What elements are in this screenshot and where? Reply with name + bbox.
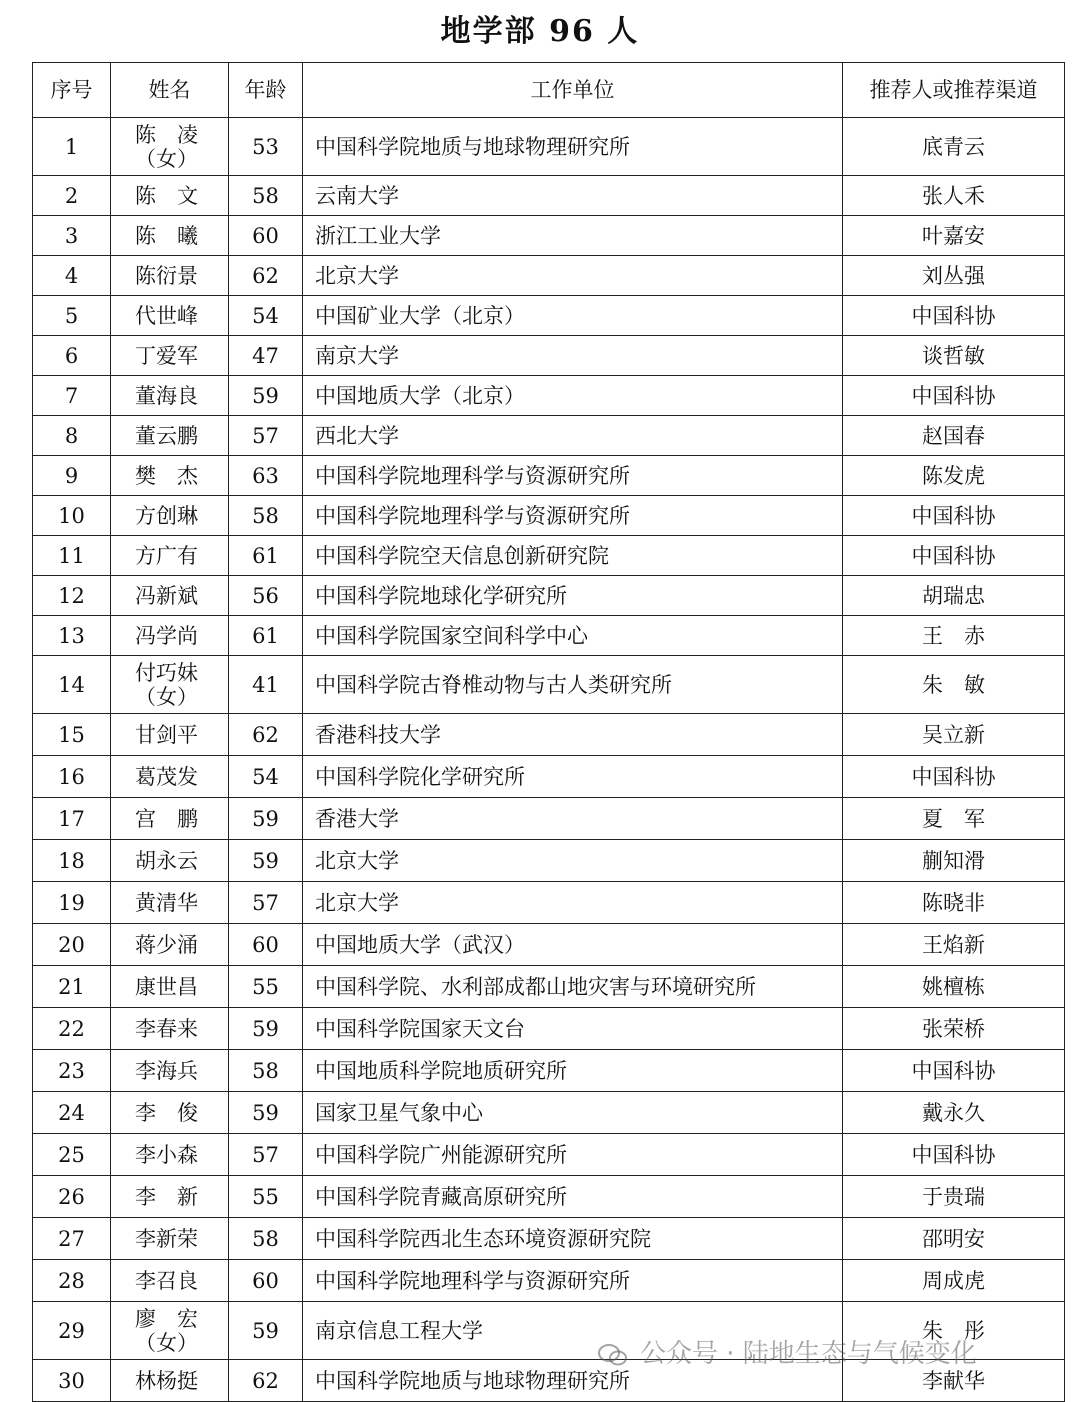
name-text: 冯学尚 xyxy=(135,623,198,648)
name-gender-note: （女） xyxy=(135,1330,198,1355)
cell-recommender: 朱 彤 xyxy=(843,1302,1065,1360)
cell-recommender: 王 赤 xyxy=(843,616,1065,656)
cell-org: 中国科学院古脊椎动物与古人类研究所 xyxy=(303,656,843,714)
table-row xyxy=(33,456,1065,496)
name-text: 廖 宏 xyxy=(135,1306,198,1331)
cell-age: 55 xyxy=(229,1176,303,1218)
cell-no: 27 xyxy=(33,1218,111,1260)
watermark-text: 公众号 · 陆地生态与气候变化 xyxy=(640,1339,977,1369)
cell-org: 香港大学 xyxy=(303,798,843,840)
cell-recommender: 于贵瑞 xyxy=(843,1176,1065,1218)
cell-recommender: 张人禾 xyxy=(843,176,1065,216)
cell-name xyxy=(111,496,229,536)
name-text: 蒋少涌 xyxy=(135,932,198,957)
cell-recommender: 朱 敏 xyxy=(843,656,1065,714)
cell-org: 中国地质大学（武汉） xyxy=(303,924,843,966)
cell-no: 12 xyxy=(33,576,111,616)
cell-recommender: 周成虎 xyxy=(843,1260,1065,1302)
name-text: 方创琳 xyxy=(135,503,198,528)
table-row xyxy=(33,416,1065,456)
name-text: 付巧妹 xyxy=(135,660,198,685)
cell-name xyxy=(111,1218,229,1260)
name-text: 方广有 xyxy=(135,543,198,568)
name-text: 黄清华 xyxy=(135,890,198,915)
table-row xyxy=(33,1050,1065,1092)
wechat-icon xyxy=(598,1343,628,1367)
table-row xyxy=(33,1008,1065,1050)
cell-no: 16 xyxy=(33,756,111,798)
cell-age: 59 xyxy=(229,376,303,416)
cell-age: 58 xyxy=(229,176,303,216)
table-row xyxy=(33,1218,1065,1260)
cell-org: 中国科学院国家天文台 xyxy=(303,1008,843,1050)
cell-org: 北京大学 xyxy=(303,840,843,882)
cell-name xyxy=(111,1302,229,1360)
name-text: 陈 文 xyxy=(135,183,198,208)
cell-org: 南京信息工程大学 xyxy=(303,1302,843,1360)
table-row xyxy=(33,576,1065,616)
cell-no: 13 xyxy=(33,616,111,656)
name-text: 陈衍景 xyxy=(135,263,198,288)
cell-name xyxy=(111,456,229,496)
cell-name xyxy=(111,176,229,216)
cell-name xyxy=(111,118,229,176)
cell-recommender: 吴立新 xyxy=(843,714,1065,756)
cell-recommender: 中国科协 xyxy=(843,756,1065,798)
cell-age: 57 xyxy=(229,882,303,924)
cell-recommender: 李献华 xyxy=(843,1360,1065,1402)
cell-age: 60 xyxy=(229,1260,303,1302)
cell-name xyxy=(111,576,229,616)
cell-name xyxy=(111,1134,229,1176)
cell-no: 22 xyxy=(33,1008,111,1050)
cell-no: 3 xyxy=(33,216,111,256)
cell-recommender: 中国科协 xyxy=(843,496,1065,536)
cell-age: 59 xyxy=(229,840,303,882)
cell-org: 中国科学院地质与地球物理研究所 xyxy=(303,1360,843,1402)
cell-age: 61 xyxy=(229,536,303,576)
cell-recommender: 陈发虎 xyxy=(843,456,1065,496)
cell-recommender: 赵国春 xyxy=(843,416,1065,456)
table-row xyxy=(33,798,1065,840)
table-row xyxy=(33,756,1065,798)
cell-recommender: 中国科协 xyxy=(843,1050,1065,1092)
cell-org: 中国科学院西北生态环境资源研究院 xyxy=(303,1218,843,1260)
table-row xyxy=(33,256,1065,296)
cell-recommender: 刘丛强 xyxy=(843,256,1065,296)
cell-no: 15 xyxy=(33,714,111,756)
header-org: 工作单位 xyxy=(303,63,843,118)
cell-org: 中国科学院青藏高原研究所 xyxy=(303,1176,843,1218)
cell-no: 14 xyxy=(33,656,111,714)
cell-org: 云南大学 xyxy=(303,176,843,216)
cell-recommender: 中国科协 xyxy=(843,296,1065,336)
cell-org: 中国科学院、水利部成都山地灾害与环境研究所 xyxy=(303,966,843,1008)
name-text: 李春来 xyxy=(135,1016,198,1041)
cell-no: 11 xyxy=(33,536,111,576)
table-row xyxy=(33,656,1065,714)
name-text: 李新荣 xyxy=(135,1226,198,1251)
cell-name xyxy=(111,1360,229,1402)
cell-name xyxy=(111,1176,229,1218)
cell-no: 21 xyxy=(33,966,111,1008)
cell-recommender: 陈晓非 xyxy=(843,882,1065,924)
cell-age: 57 xyxy=(229,1134,303,1176)
cell-recommender: 夏 军 xyxy=(843,798,1065,840)
cell-org: 中国科学院化学研究所 xyxy=(303,756,843,798)
cell-recommender: 底青云 xyxy=(843,118,1065,176)
name-text: 陈 曦 xyxy=(135,223,198,248)
cell-no: 7 xyxy=(33,376,111,416)
cell-no: 20 xyxy=(33,924,111,966)
cell-recommender: 中国科协 xyxy=(843,536,1065,576)
cell-age: 41 xyxy=(229,656,303,714)
header-name: 姓名 xyxy=(111,63,229,118)
name-text: 董云鹏 xyxy=(135,423,198,448)
cell-org: 西北大学 xyxy=(303,416,843,456)
table-row xyxy=(33,1176,1065,1218)
cell-recommender: 中国科协 xyxy=(843,376,1065,416)
cell-name xyxy=(111,1008,229,1050)
header-age: 年龄 xyxy=(229,63,303,118)
cell-name xyxy=(111,376,229,416)
name-text: 林杨挺 xyxy=(135,1368,198,1393)
cell-name xyxy=(111,798,229,840)
cell-no: 4 xyxy=(33,256,111,296)
cell-no: 17 xyxy=(33,798,111,840)
cell-org: 南京大学 xyxy=(303,336,843,376)
cell-age: 55 xyxy=(229,966,303,1008)
cell-name xyxy=(111,882,229,924)
cell-age: 63 xyxy=(229,456,303,496)
cell-org: 北京大学 xyxy=(303,256,843,296)
cell-name xyxy=(111,840,229,882)
cell-age: 58 xyxy=(229,1050,303,1092)
cell-org: 浙江工业大学 xyxy=(303,216,843,256)
cell-org: 国家卫星气象中心 xyxy=(303,1092,843,1134)
cell-age: 56 xyxy=(229,576,303,616)
cell-recommender: 叶嘉安 xyxy=(843,216,1065,256)
cell-no: 1 xyxy=(33,118,111,176)
name-text: 李召良 xyxy=(135,1268,198,1293)
cell-recommender: 姚檀栋 xyxy=(843,966,1065,1008)
cell-no: 26 xyxy=(33,1176,111,1218)
name-text: 宫 鹏 xyxy=(135,806,198,831)
cell-recommender: 王焰新 xyxy=(843,924,1065,966)
cell-org: 中国科学院地理科学与资源研究所 xyxy=(303,456,843,496)
cell-recommender: 中国科协 xyxy=(843,1134,1065,1176)
cell-age: 62 xyxy=(229,256,303,296)
table-header-row xyxy=(33,63,1065,118)
name-gender-note: （女） xyxy=(135,684,198,709)
cell-name xyxy=(111,616,229,656)
name-text: 陈 凌 xyxy=(135,122,198,147)
cell-recommender: 戴永久 xyxy=(843,1092,1065,1134)
cell-name xyxy=(111,966,229,1008)
table-row xyxy=(33,1260,1065,1302)
cell-no: 2 xyxy=(33,176,111,216)
cell-age: 59 xyxy=(229,1008,303,1050)
cell-name xyxy=(111,336,229,376)
name-text: 樊 杰 xyxy=(135,463,198,488)
cell-name xyxy=(111,756,229,798)
cell-recommender: 张荣桥 xyxy=(843,1008,1065,1050)
cell-name xyxy=(111,1260,229,1302)
name-text: 李小森 xyxy=(135,1142,198,1167)
name-gender-note: （女） xyxy=(135,146,198,171)
cell-name xyxy=(111,714,229,756)
cell-no: 25 xyxy=(33,1134,111,1176)
table-row xyxy=(33,376,1065,416)
page-title: 地学部 96 人 xyxy=(440,14,640,49)
cell-age: 58 xyxy=(229,496,303,536)
name-text: 康世昌 xyxy=(135,974,198,999)
cell-name xyxy=(111,924,229,966)
name-text: 李海兵 xyxy=(135,1058,198,1083)
cell-no: 5 xyxy=(33,296,111,336)
name-text: 董海良 xyxy=(135,383,198,408)
cell-age: 60 xyxy=(229,216,303,256)
cell-age: 58 xyxy=(229,1218,303,1260)
table-row xyxy=(33,714,1065,756)
cell-org: 中国科学院国家空间科学中心 xyxy=(303,616,843,656)
cell-recommender: 胡瑞忠 xyxy=(843,576,1065,616)
cell-org: 中国科学院地理科学与资源研究所 xyxy=(303,496,843,536)
cell-recommender: 邵明安 xyxy=(843,1218,1065,1260)
name-text: 胡永云 xyxy=(135,848,198,873)
cell-org: 中国科学院地质与地球物理研究所 xyxy=(303,118,843,176)
table-row xyxy=(33,966,1065,1008)
cell-age: 47 xyxy=(229,336,303,376)
table-row xyxy=(33,216,1065,256)
cell-name xyxy=(111,536,229,576)
cell-name xyxy=(111,1092,229,1134)
cell-age: 54 xyxy=(229,296,303,336)
cell-age: 57 xyxy=(229,416,303,456)
cell-no: 24 xyxy=(33,1092,111,1134)
table-row xyxy=(33,1092,1065,1134)
name-text: 甘剑平 xyxy=(135,722,198,747)
name-text: 代世峰 xyxy=(135,303,198,328)
cell-org: 中国科学院空天信息创新研究院 xyxy=(303,536,843,576)
table-row xyxy=(33,536,1065,576)
cell-no: 29 xyxy=(33,1302,111,1360)
table-row xyxy=(33,882,1065,924)
table-row xyxy=(33,924,1065,966)
table-row xyxy=(33,118,1065,176)
name-text: 李 俊 xyxy=(135,1100,198,1125)
cell-recommender: 谈哲敏 xyxy=(843,336,1065,376)
cell-no: 30 xyxy=(33,1360,111,1402)
cell-no: 28 xyxy=(33,1260,111,1302)
cell-no: 23 xyxy=(33,1050,111,1092)
candidate-table xyxy=(32,62,1065,1402)
table-body xyxy=(33,118,1065,1402)
table-row xyxy=(33,336,1065,376)
cell-age: 53 xyxy=(229,118,303,176)
cell-recommender: 蒯知滑 xyxy=(843,840,1065,882)
name-text: 丁爱军 xyxy=(135,343,198,368)
cell-age: 60 xyxy=(229,924,303,966)
cell-age: 54 xyxy=(229,756,303,798)
cell-org: 中国矿业大学（北京） xyxy=(303,296,843,336)
cell-age: 62 xyxy=(229,714,303,756)
header-no: 序号 xyxy=(33,63,111,118)
cell-age: 61 xyxy=(229,616,303,656)
cell-org: 中国地质大学（北京） xyxy=(303,376,843,416)
cell-no: 19 xyxy=(33,882,111,924)
name-text: 李 新 xyxy=(135,1184,198,1209)
cell-no: 18 xyxy=(33,840,111,882)
cell-no: 10 xyxy=(33,496,111,536)
cell-age: 62 xyxy=(229,1360,303,1402)
table-row xyxy=(33,616,1065,656)
cell-age: 59 xyxy=(229,1302,303,1360)
cell-org: 中国科学院地球化学研究所 xyxy=(303,576,843,616)
cell-age: 59 xyxy=(229,1092,303,1134)
cell-no: 8 xyxy=(33,416,111,456)
cell-org: 北京大学 xyxy=(303,882,843,924)
cell-org: 中国地质科学院地质研究所 xyxy=(303,1050,843,1092)
header-recommender: 推荐人或推荐渠道 xyxy=(843,63,1065,118)
name-text: 冯新斌 xyxy=(135,583,198,608)
cell-name xyxy=(111,296,229,336)
table-row xyxy=(33,840,1065,882)
cell-name xyxy=(111,256,229,296)
cell-no: 9 xyxy=(33,456,111,496)
cell-no: 6 xyxy=(33,336,111,376)
cell-org: 中国科学院广州能源研究所 xyxy=(303,1134,843,1176)
cell-org: 中国科学院地理科学与资源研究所 xyxy=(303,1260,843,1302)
table-row xyxy=(33,1134,1065,1176)
cell-org: 香港科技大学 xyxy=(303,714,843,756)
table-row xyxy=(33,496,1065,536)
watermark xyxy=(598,1333,977,1370)
cell-name xyxy=(111,1050,229,1092)
cell-age: 59 xyxy=(229,798,303,840)
name-text: 葛茂发 xyxy=(135,764,198,789)
cell-name xyxy=(111,216,229,256)
cell-name xyxy=(111,656,229,714)
table-row xyxy=(33,296,1065,336)
cell-name xyxy=(111,416,229,456)
table-row xyxy=(33,176,1065,216)
